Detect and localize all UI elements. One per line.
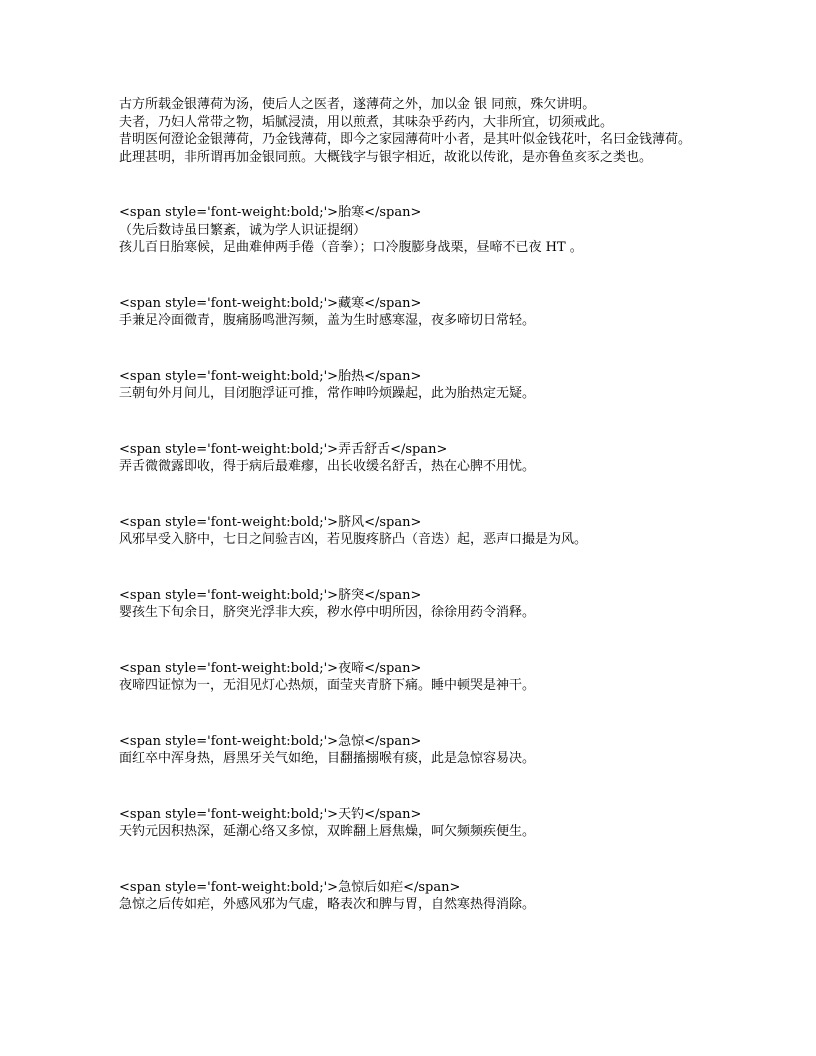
section-yeti	[119, 660, 699, 695]
section-title: <span style='font-weight:bold;'>弄舌舒舌</span>	[119, 441, 448, 457]
section-line: （先后数诗虽曰繁紊，诚为学人识证提纲）	[119, 222, 367, 238]
text-body	[119, 96, 699, 914]
section-jijing-ruye	[119, 879, 699, 914]
section-title: <span style='font-weight:bold;'>天钓</span>	[119, 806, 422, 822]
section-title: <span style='font-weight:bold;'>胎热</span>	[119, 368, 422, 384]
section-title: <span style='font-weight:bold;'>急惊</span>	[119, 733, 422, 749]
intro-line: 昔明医何澄论金银薄荷，乃金钱薄荷，即今之家园薄荷叶小者，是其叶似金钱花叶，名曰金钱薄荷。此理甚明，非所谓再加金银同煎。大概钱字与银字相近，故讹以传讹，是亦鲁鱼亥豕之类也。	[119, 132, 692, 165]
intro-line: 古方所载金银薄荷为汤，使后人之医者，遂薄荷之外，加以金 银 同煎，殊欠讲明。	[119, 97, 596, 112]
section-title: <span style='font-weight:bold;'>胎寒</span>	[119, 205, 422, 220]
section-line: 手兼足冷面微青，腹痛肠鸣泄泻频，盖为生时感寒湿，夜多啼切日常轻。	[119, 313, 536, 328]
section-title: <span style='font-weight:bold;'>急惊后如疟</span>	[119, 879, 461, 895]
section-taire	[119, 368, 699, 403]
intro-paragraphs	[119, 96, 699, 166]
section-nongshe	[119, 441, 699, 476]
section-line: 面红卒中浑身热，唇黑牙关气如绝，目翻搐搦喉有痰，此是急惊容易决。	[119, 751, 536, 766]
section-title: <span style='font-weight:bold;'>脐风</span>	[119, 514, 422, 530]
section-tiandiao	[119, 806, 699, 841]
section-line: 急惊之后传如疟，外感风邪为气虚，略表次和脾与胃，自然寒热得消除。	[119, 897, 536, 912]
section-line: 孩儿百日胎寒候，足曲难伸两手倦（音拳）；口冷腹膨身战栗，昼啼不已夜 HT 。	[119, 240, 583, 255]
section-zanghan	[119, 295, 699, 330]
section-line: 夜啼四证惊为一，无泪见灯心热烦，面莹夹青脐下痛。睡中顿哭是神干。	[119, 678, 536, 693]
section-line: 弄舌微微露即收，得于病后最难瘳，出长收缓名舒舌，热在心脾不用忧。	[119, 459, 536, 474]
section-line: 天钓元因积热深，延潮心络又多惊，双眸翻上唇焦燥，呵欠频频疾便生。	[119, 824, 536, 839]
section-taihan	[119, 204, 699, 257]
section-qifeng	[119, 514, 699, 549]
section-jijing	[119, 733, 699, 768]
section-title: <span style='font-weight:bold;'>夜啼</span>	[119, 660, 422, 676]
section-qitu	[119, 587, 699, 622]
section-title: <span style='font-weight:bold;'>藏寒</span>	[119, 295, 422, 311]
section-line: 三朝旬外月间儿，目闭胞浮证可推，常作呻吟烦躁起，此为胎热定无疑。	[119, 386, 536, 401]
section-title: <span style='font-weight:bold;'>脐突</span>	[119, 587, 422, 603]
section-line: 风邪早受入脐中，七日之间验吉凶，若见腹疼脐凸（音迭）起，恶声口撮是为风。	[119, 532, 588, 547]
intro-line: 夫者，乃妇人常带之物，垢腻浸渍，用以煎煮，其味杂乎药内，大非所宜，切须戒此。	[119, 114, 614, 130]
section-line: 婴孩生下旬余日，脐突光浮非大疾，秽水停中明所因，徐徐用药令消释。	[119, 605, 536, 620]
